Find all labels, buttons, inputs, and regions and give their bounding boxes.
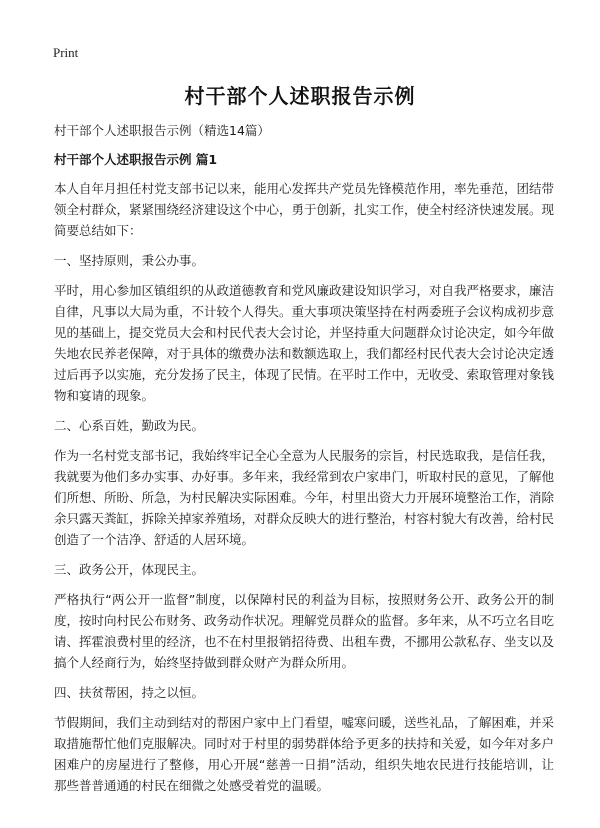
heading-transparency: 三、政务公开，体现民主。 <box>54 562 205 577</box>
print-link[interactable]: Print <box>53 45 79 60</box>
heading-poverty-relief: 四、扶贫帮困，持之以恒。 <box>54 685 205 700</box>
paragraph-intro: 本人自年月担任村党支部书记以来，能用心发挥共产党员先锋模范作用，率先垂范，团结带领全村群众，紧紧围绕经济建设这个中心，勇于创新，扎实工作，使全村经济快速发展。现简要总结如下： <box>54 181 555 238</box>
paragraph-poverty-relief: 节假期间，我们主动到结对的帮困户家中上门看望，嘘寒问暖，送些礼品，了解困难，并采取措施帮忙他们克服解决。同时对于村里的弱势群体给予更多的扶持和关爱，如今年对多户困难户的房屋进行了整修，用心开展“慈善一日捐”活动，组织失地农民进行技能培训，让那些普普通通的村民在细微之处感受着党的温暖。 <box>54 715 555 793</box>
section-title: 村干部个人述职报告示例 篇1 <box>54 152 218 167</box>
heading-principle: 一、坚持原则，秉公办事。 <box>54 253 205 268</box>
document-subtitle: 村干部个人述职报告示例（精选14篇） <box>54 123 270 138</box>
paragraph-transparency: 严格执行“两公开一监督”制度，以保障村民的利益为目标，按照财务公开、政务公开的制度，按时向村民公布财务、政务动作状况。理解党员群众的监督。多年来，从不巧立名目吃请、挥霍浪费村里的经济，也不在村里报销招待费、出租车费，不挪用公款私存、坐支以及搞个人经商行为，始终坚持做到群众财产为群众所用。 <box>54 592 555 670</box>
heading-people: 二、心系百姓，勤政为民。 <box>54 418 205 433</box>
page-title: 村干部个人述职报告示例 <box>184 84 416 108</box>
paragraph-people: 作为一名村党支部书记，我始终牢记全心全意为人民服务的宗旨，村民选取我，是信任我，我就要为他们多办实事、办好事。多年来，我经常到农户家串门，听取村民的意见，了解他们所想、所盼、所急，为村民解决实际困难。今年，村里出资大力开展环境整治工作，消除余只露天粪缸，拆除关掉家养殖场，对群众反映大的进行整治，村容村貌大有改善，给村民创造了一个洁净、舒适的人居环境。 <box>54 448 555 547</box>
paragraph-principle: 平时，用心参加区镇组织的从政道德教育和党风廉政建设知识学习，对自我严格要求，廉洁自律，凡事以大局为重，不计较个人得失。重大事项决策坚持在村两委班子会议构成初步意见的基础上，提交党员大会和村民代表大会讨论，并坚持重大问题群众讨论决定，如今年做失地农民养老保障，对于具体的缴费办法和数额选取上，我们都经村民代表大会讨论决定透过后再予以实施，充分发扬了民主，体现了民情。在平时工作中，无收受、索取管理对象钱物和宴请的现象。 <box>54 283 555 403</box>
document-body <box>54 120 554 805</box>
